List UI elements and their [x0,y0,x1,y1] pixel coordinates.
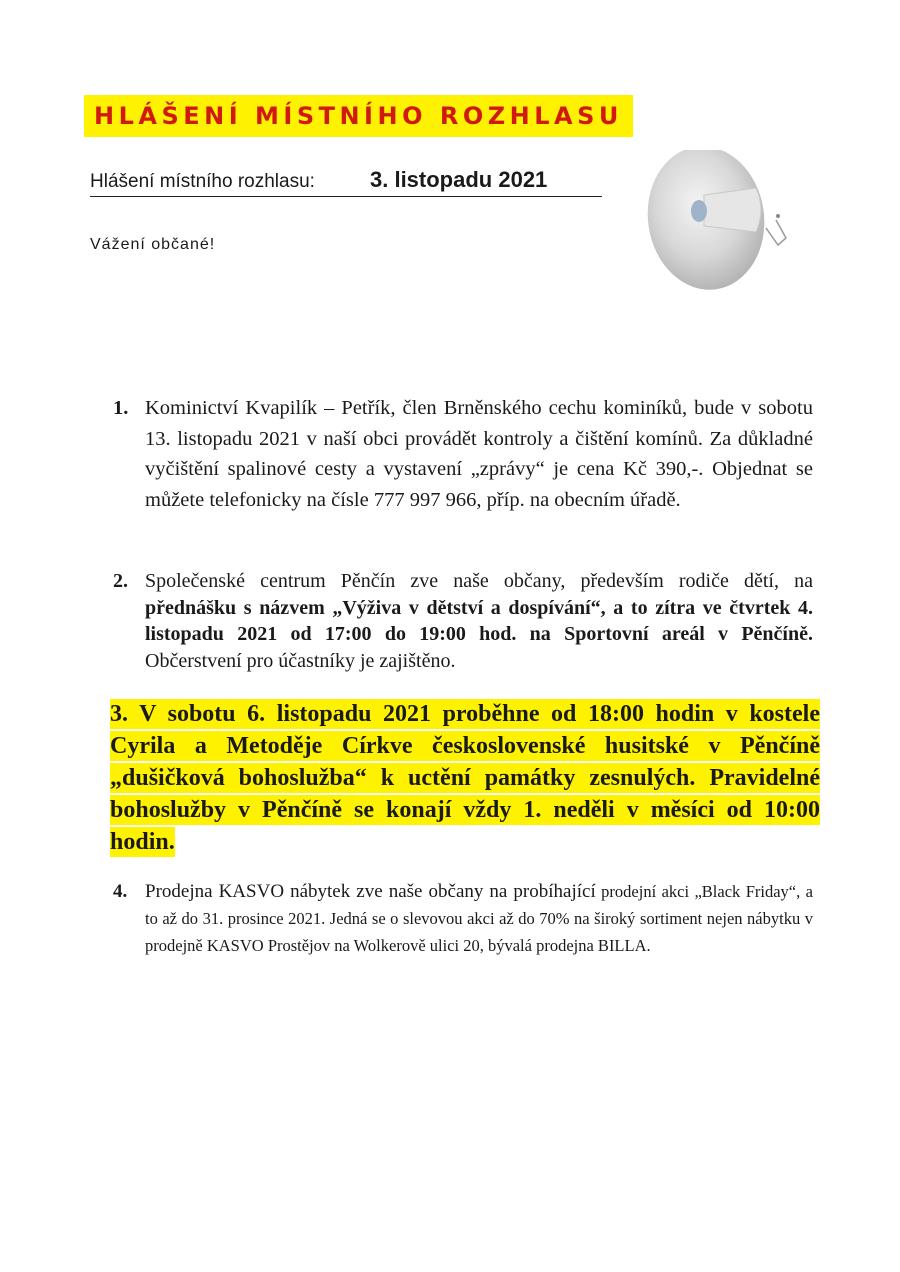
item-text [145,568,813,674]
item-text-start: Společenské centrum Pěnčín zve naše občany, především rodiče dětí, na [145,570,813,592]
loudspeaker-icon [644,150,794,305]
page-title: HLÁŠENÍ MÍSTNÍHO ROZHLASU [94,102,623,130]
item-text-rest: prodejní akci „Black Friday“, a to až do 31. prosince 2021. Jedná se o slevovou akci až do 70% na široký sortiment nejen nábytku v prodejně KASVO Prostějov na Wolkerově ulici 20, bývalá prodejna BILLA. [145,882,813,955]
item-number: 2. [113,570,128,592]
highlight [110,699,820,857]
item-text: Kominictví Kvapilík – Petřík, člen Brněnského cechu kominíků, bude v sobotu 13. listopadu 2021 v naší obci provádět kontroly a čištění komínů. Za důkladné vyčištění spalinové cesty a vystavení „zprávy“ je cena Kč 390,-. Objednat se můžete telefonicky na čísle 777 997 966, příp. na obecním úřadě. [145,397,813,511]
announcement-item-2 [113,568,813,674]
announcement-item-4 [113,878,813,959]
item-number: 4. [113,881,128,902]
item-text [110,698,820,858]
item-text-bold: přednášku s názvem „Výživa v dětství a dospívání“, a to zítra ve čtvrtek 4. listopadu 2021 od 17:00 do 19:00 hod. na Sportovní areál v Pěnčíně. [145,596,813,645]
item-text [145,878,813,959]
item-number: 3. [110,701,128,727]
item-number: 1. [113,397,129,419]
title-banner [84,95,633,137]
subheader [90,166,602,197]
subheader-date: 3. listopadu 2021 [370,167,548,192]
item-text-content: V sobotu 6. listopadu 2021 proběhne od 18:00 hodin v kostele Cyrila a Metoděje Církve československé husitské v Pěnčíně „dušičková bohoslužba“ k uctění památky zesnulých. Pravidelné bohoslužby v Pěnčíně se konají vždy 1. neděli v měsíci od 10:00 hodin. [110,701,820,855]
subheader-label: Hlášení místního rozhlasu: [90,171,315,192]
announcement-item-3-highlighted [110,698,820,858]
item-text-end: Občerstvení pro účastníky je zajištěno. [145,649,456,672]
item-text-start: Prodejna KASVO nábytek zve naše občany na probíhající [145,881,596,902]
greeting: Vážení občané! [90,236,216,253]
announcement-item-1 [113,393,813,515]
